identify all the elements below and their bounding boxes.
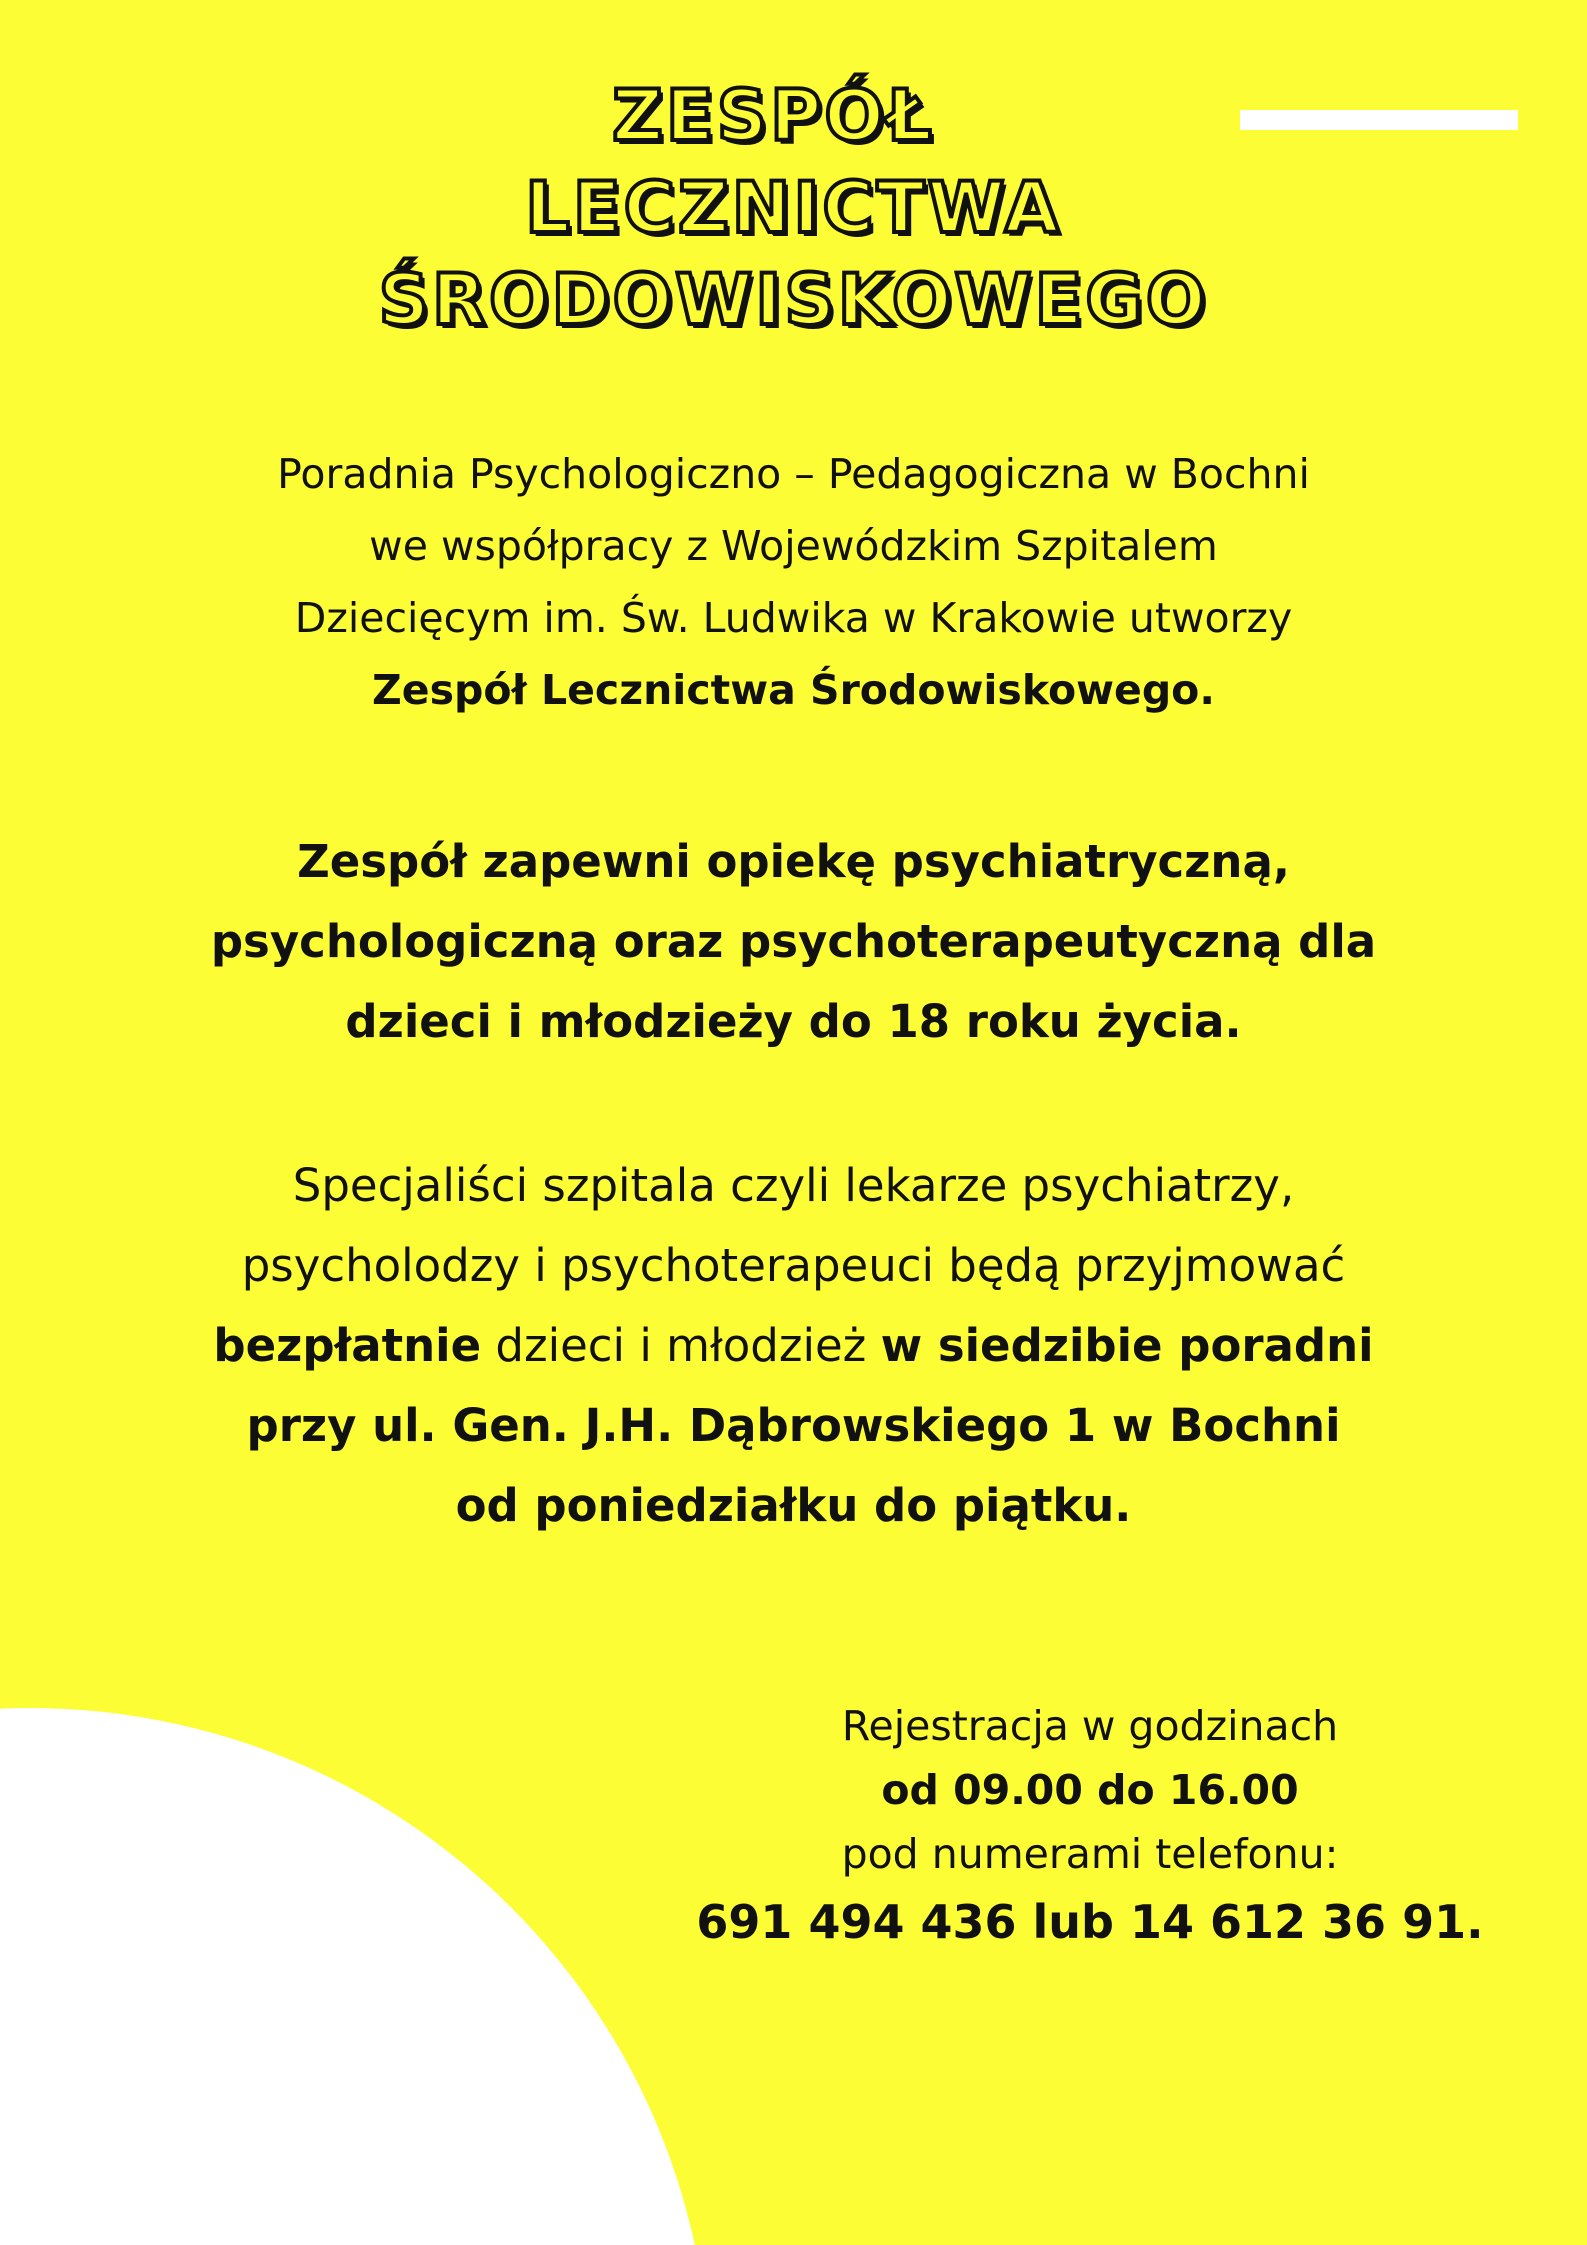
free-of-charge-text: bezpłatnie (213, 1319, 482, 1372)
intro-paragraph (0, 438, 1587, 726)
decorative-white-circle (0, 1708, 710, 2245)
specialists-line-4: przy ul. Gen. J.H. Dąbrowskiego 1 w Bochni (246, 1399, 1341, 1452)
specialists-line-3 (0, 1306, 1587, 1386)
title-line-3: ŚRODOWISKOWEGO (378, 259, 1209, 341)
care-line-1: Zespół zapewni opiekę psychiatryczną, (297, 835, 1290, 888)
title-line-1: ZESPÓŁ (612, 75, 935, 157)
specialists-paragraph (0, 1146, 1587, 1546)
intro-line-1: Poradnia Psychologiczno – Pedagogiczna w Bochni (277, 450, 1310, 498)
clinic-location-text: w siedzibie poradni (880, 1319, 1374, 1372)
registration-hours: od 09.00 do 16.00 (881, 1766, 1299, 1814)
care-line-3: dzieci i młodzieży do 18 roku życia. (345, 995, 1242, 1048)
poster-title (0, 70, 1587, 346)
specialists-line-5: od poniedziałku do piątku. (455, 1479, 1132, 1532)
specialists-line-1: Specjaliści szpitala czyli lekarze psychiatrzy, (292, 1159, 1295, 1212)
registration-block (640, 1694, 1540, 1958)
registration-line-1: Rejestracja w godzinach (841, 1702, 1339, 1750)
specialists-line-2: psycholodzy i psychoterapeuci będą przyjmować (241, 1239, 1346, 1292)
intro-line-2: we współpracy z Wojewódzkim Szpitalem (369, 522, 1218, 570)
intro-line-3: Dziecięcym im. Św. Ludwika w Krakowie utworzy (294, 594, 1293, 642)
registration-line-3: pod numerami telefonu: (841, 1830, 1339, 1878)
intro-line-4: Zespół Lecznictwa Środowiskowego. (372, 666, 1215, 714)
title-line-2: LECZNICTWA (525, 167, 1062, 249)
children-youth-text: dzieci i młodzież (481, 1319, 881, 1372)
care-line-2: psychologiczną oraz psychoterapeutyczną dla (210, 915, 1377, 968)
care-paragraph (0, 822, 1587, 1062)
phone-numbers: 691 494 436 lub 14 612 36 91. (696, 1895, 1484, 1949)
